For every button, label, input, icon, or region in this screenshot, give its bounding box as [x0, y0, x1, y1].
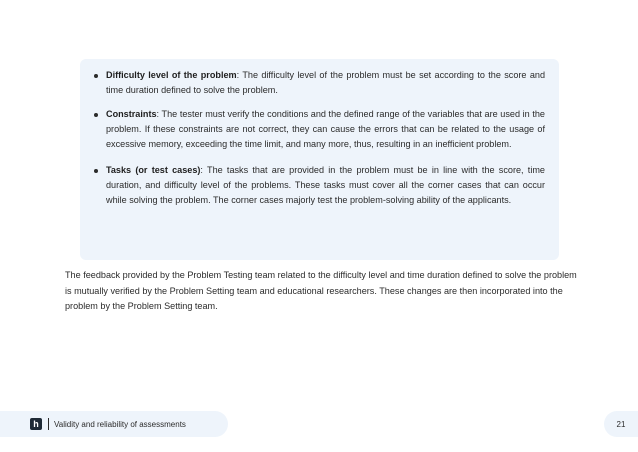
bullet-tasks [94, 163, 545, 208]
page-number-label: 21 [616, 419, 626, 429]
footer-bar [0, 411, 228, 437]
criteria-callout-box [80, 59, 559, 260]
page-number [604, 411, 638, 437]
bullet-term: Constraints [106, 109, 157, 119]
bullet-text: : The tester must verify the conditions and the defined range of the variables that are used in the problem. If these constraints are not correct, they can cause the errors that can be related to the usage of excessive memory, exceeding the time limit, and many more, thus, resulting in an inefficient problem. [106, 109, 545, 149]
bullet-constraints [94, 107, 545, 152]
bullet-term: Tasks (or test cases) [106, 165, 201, 175]
bullet-text: : The tasks that are provided in the problem must be in line with the score, time duration, and difficulty level of the problems. These tasks must cover all the corner cases that can occur while solving the problem. The corner cases majorly test the problem-solving ability of the applicants. [106, 165, 545, 205]
brand-logo-icon [30, 418, 42, 430]
bullet-text: : The difficulty level of the problem must be set according to the score and time duration defined to solve the problem. [106, 70, 545, 95]
bullet-difficulty-level [94, 68, 545, 98]
footer-divider [48, 418, 49, 430]
body-paragraph: The feedback provided by the Problem Testing team related to the difficulty level and time duration defined to solve the problem is mutually verified by the Problem Setting team and educational researchers. These changes are then incorporated into the problem by the Problem Setting team. [65, 270, 577, 311]
bullet-term: Difficulty level of the problem [106, 70, 237, 80]
footer-document-title: Validity and reliability of assessments [54, 419, 186, 429]
criteria-bullet-list [94, 68, 545, 208]
logo-letter: h [33, 418, 39, 429]
